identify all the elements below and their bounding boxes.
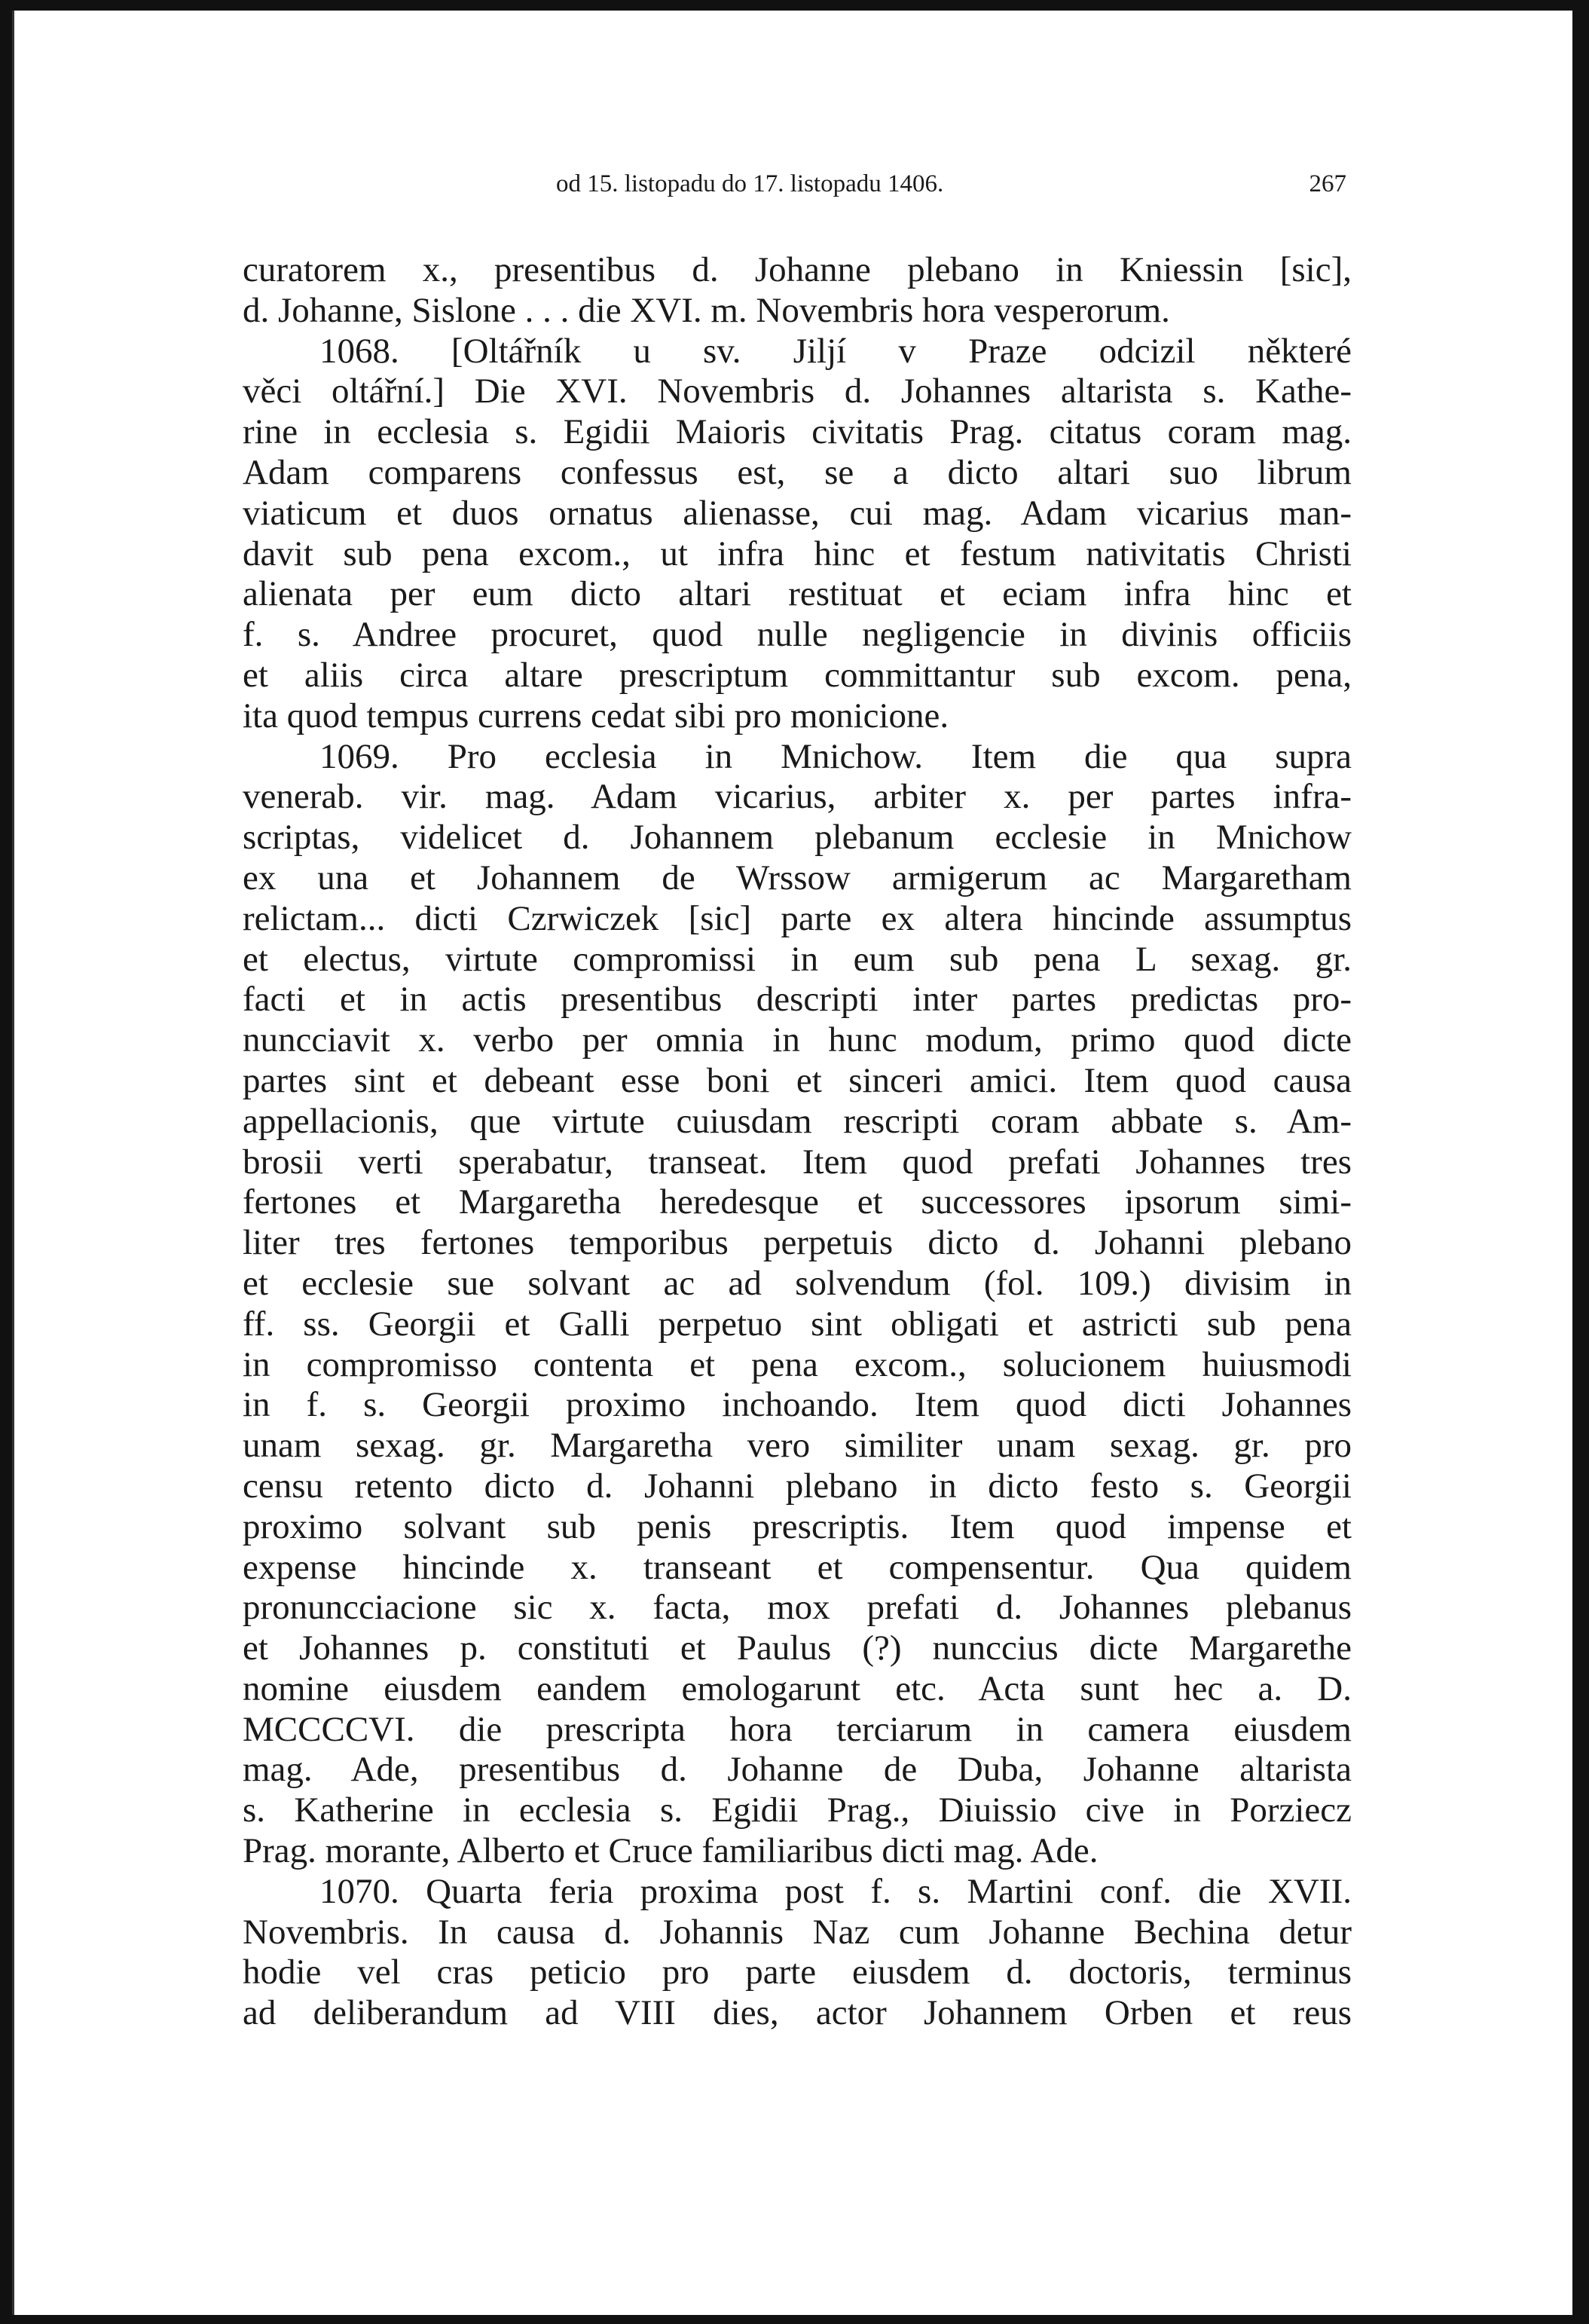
text-line: brosii verti sperabatur, transeat. Item quod prefati Johannes tres xyxy=(243,1142,1352,1182)
text-line: pronuncciacione sic x. facta, mox prefati d. Johannes plebanus xyxy=(243,1588,1352,1628)
header-title: od 15. listopadu do 17. listopadu 1406. xyxy=(556,170,944,197)
text-line: mag. Ade, presentibus d. Johanne de Duba, Johanne altarista xyxy=(243,1750,1352,1790)
text-line: MCCCCVI. die prescripta hora terciarum in camera eiusdem xyxy=(243,1709,1352,1749)
text-line: in compromisso contenta et pena excom., solucionem huiusmodi xyxy=(243,1344,1352,1384)
text-line: unam sexag. gr. Margaretha vero similiter unam sexag. gr. pro xyxy=(243,1426,1352,1466)
text-line: d. Johanne, Sislone . . . die XVI. m. Novembris hora vesperorum. xyxy=(243,290,1170,330)
scan-border-bottom xyxy=(0,2315,1589,2324)
text-line: curatorem x., presentibus d. Johanne plebano in Kniessin [sic], xyxy=(243,250,1352,289)
scan-border-right xyxy=(1572,0,1589,2324)
text-line: f. s. Andree procuret, quod nulle negligencie in divinis officiis xyxy=(243,615,1352,655)
text-line: rine in ecclesia s. Egidii Maioris civitatis Prag. citatus coram mag. xyxy=(243,412,1352,452)
text-line: partes sint et debeant esse boni et sinceri amici. Item quod causa xyxy=(243,1060,1352,1100)
text-line: ad deliberandum ad VIII dies, actor Johannem Orben et reus xyxy=(243,1993,1352,2033)
text-line: venerab. vir. mag. Adam vicarius, arbiter x. per partes infra- xyxy=(243,777,1352,817)
text-line: scriptas, videlicet d. Johannem plebanum ecclesie in Mnichow xyxy=(243,818,1352,858)
text-line: věci oltářní.] Die XVI. Novembris d. Johannes altarista s. Kathe- xyxy=(243,372,1352,411)
text-line: Adam comparens confessus est, se a dicto altari suo librum xyxy=(243,452,1352,492)
text-line: et Johannes p. constituti et Paulus (?) nunccius dicte Margarethe xyxy=(243,1628,1352,1668)
running-header xyxy=(556,170,1346,205)
text-line: appellacionis, que virtute cuiusdam rescripti coram abbate s. Am- xyxy=(243,1101,1352,1141)
text-line: 1070. Quarta feria proxima post f. s. Martini conf. die XVII. xyxy=(319,1871,1352,1911)
text-line: s. Katherine in ecclesia s. Egidii Prag., Diuissio cive in Porziecz xyxy=(243,1790,1352,1830)
text-line: ff. ss. Georgii et Galli perpetuo sint obligati et astricti sub pena xyxy=(243,1304,1352,1344)
text-line: hodie vel cras peticio pro parte eiusdem d. doctoris, terminus xyxy=(243,1952,1352,1992)
page-number: 267 xyxy=(1309,170,1346,197)
text-line: censu retento dicto d. Johanni plebano in dicto festo s. Georgii xyxy=(243,1466,1352,1506)
text-line: facti et in actis presentibus descripti inter partes predictas pro- xyxy=(243,980,1352,1020)
text-line: 1068. [Oltářník u sv. Jiljí v Praze odcizil některé xyxy=(319,331,1352,371)
text-line: fertones et Margaretha heredesque et successores ipsorum simi- xyxy=(243,1182,1352,1222)
text-line: et ecclesie sue solvant ac ad solvendum (fol. 109.) divisim in xyxy=(243,1263,1352,1303)
text-line: davit sub pena excom., ut infra hinc et festum nativitatis Christi xyxy=(243,534,1352,573)
scan-border-left xyxy=(0,0,12,2324)
text-line: et electus, virtute compromissi in eum sub pena L sexag. gr. xyxy=(243,939,1352,979)
body-text xyxy=(243,250,1352,2034)
text-line: et aliis circa altare prescriptum committantur sub excom. pena, xyxy=(243,655,1352,695)
scan-border-top xyxy=(0,0,1589,11)
text-line: alienata per eum dicto altari restituat et eciam infra hinc et xyxy=(243,574,1352,614)
text-line: viaticum et duos ornatus alienasse, cui mag. Adam vicarius man- xyxy=(243,493,1352,533)
text-line: Novembris. In causa d. Johannis Naz cum Johanne Bechina detur xyxy=(243,1912,1352,1952)
text-line: Prag. morante, Alberto et Cruce familiaribus dicti mag. Ade. xyxy=(243,1831,1099,1871)
text-line: nomine eiusdem eandem emologarunt etc. Acta sunt hec a. D. xyxy=(243,1668,1352,1708)
text-line: ita quod tempus currens cedat sibi pro monicione. xyxy=(243,696,949,735)
text-line: nuncciavit x. verbo per omnia in hunc modum, primo quod dicte xyxy=(243,1020,1352,1060)
scan-page-edge xyxy=(12,11,22,2315)
text-line: relictam... dicti Czrwiczek [sic] parte ex altera hincinde assumptus xyxy=(243,898,1352,938)
text-line: 1069. Pro ecclesia in Mnichow. Item die qua supra xyxy=(319,736,1352,776)
text-line: ex una et Johannem de Wrssow armigerum ac Margaretham xyxy=(243,858,1352,897)
text-line: liter tres fertones temporibus perpetuis dicto d. Johanni plebano xyxy=(243,1223,1352,1263)
text-line: proximo solvant sub penis prescriptis. Item quod impense et xyxy=(243,1506,1352,1546)
text-line: in f. s. Georgii proximo inchoando. Item quod dicti Johannes xyxy=(243,1385,1352,1425)
text-line: expense hincinde x. transeant et compensentur. Qua quidem xyxy=(243,1547,1352,1587)
